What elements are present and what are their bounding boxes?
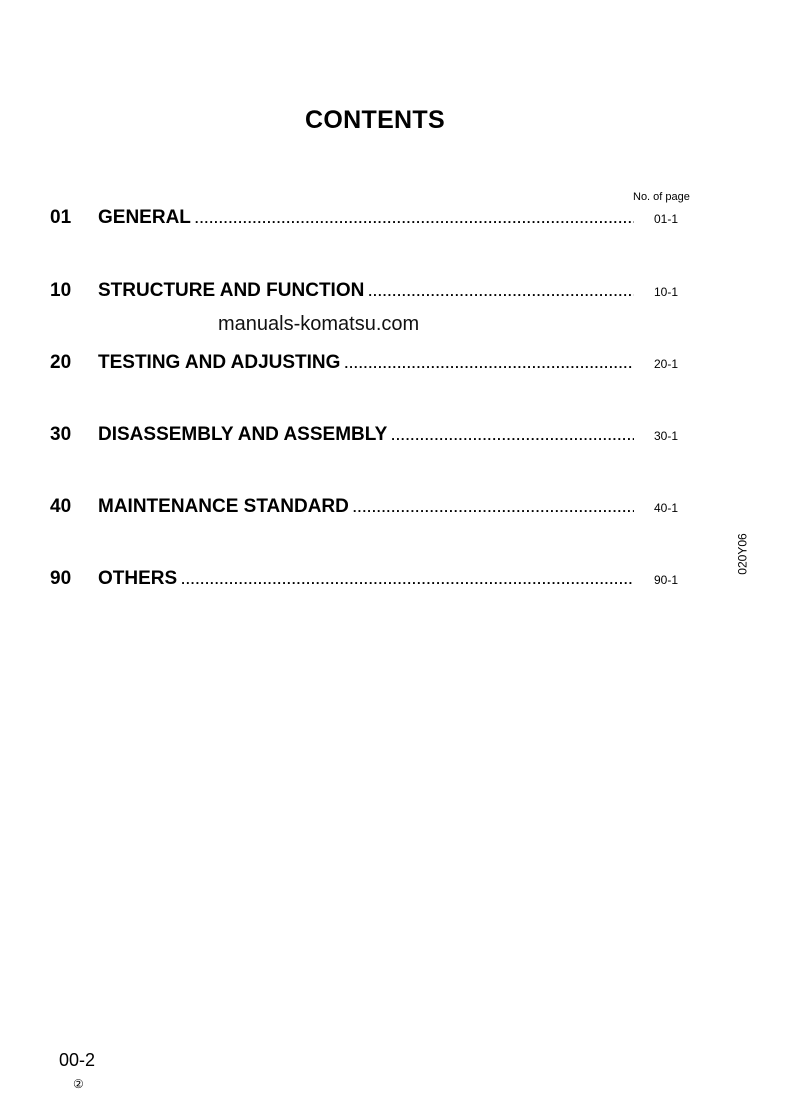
toc-entry-title: STRUCTURE AND FUNCTION — [98, 280, 365, 301]
document-code — [735, 530, 754, 580]
toc-entry-title: OTHERS — [98, 568, 178, 589]
toc-entry-page: 01-1 — [653, 212, 678, 226]
toc-entry-number: 01 — [50, 207, 72, 228]
dot-leader — [181, 572, 634, 587]
toc-entry-number: 20 — [50, 352, 72, 373]
page-title: CONTENTS — [305, 106, 445, 134]
revision-mark: ② — [73, 1077, 84, 1091]
dot-leader — [353, 500, 634, 515]
dot-leader — [368, 284, 634, 299]
watermark-text: manuals-komatsu.com — [218, 313, 420, 335]
toc-entry-page: 30-1 — [653, 429, 678, 443]
toc-entry-number: 90 — [50, 568, 72, 589]
toc-entry-title: TESTING AND ADJUSTING — [98, 352, 341, 373]
toc-entry-number: 10 — [50, 280, 72, 301]
toc-entry-structure-and-function[interactable] — [50, 280, 680, 304]
toc-entry-page: 90-1 — [653, 573, 678, 587]
page-column-header: No. of page — [633, 191, 690, 203]
toc-entry-page: 20-1 — [653, 357, 678, 371]
toc-entry-general[interactable] — [50, 207, 680, 231]
dot-leader — [195, 211, 634, 226]
toc-entry-page: 40-1 — [653, 501, 678, 515]
toc-entry-others[interactable] — [50, 568, 680, 592]
toc-entry-title: MAINTENANCE STANDARD — [98, 496, 349, 517]
toc-entry-number: 30 — [50, 424, 72, 445]
toc-entry-maintenance-standard[interactable] — [50, 496, 680, 520]
toc-entry-title: DISASSEMBLY AND ASSEMBLY — [98, 424, 388, 445]
toc-entry-disassembly-and-assembly[interactable] — [50, 424, 680, 448]
dot-leader — [344, 356, 634, 371]
document-code-text: 020Y06 — [735, 533, 750, 575]
page-number: 00-2 — [59, 1050, 96, 1070]
toc-entry-page: 10-1 — [653, 285, 678, 299]
toc-entry-testing-and-adjusting[interactable] — [50, 352, 680, 376]
toc-entry-title: GENERAL — [98, 207, 191, 228]
dot-leader — [391, 428, 634, 443]
toc-entry-number: 40 — [50, 496, 72, 517]
